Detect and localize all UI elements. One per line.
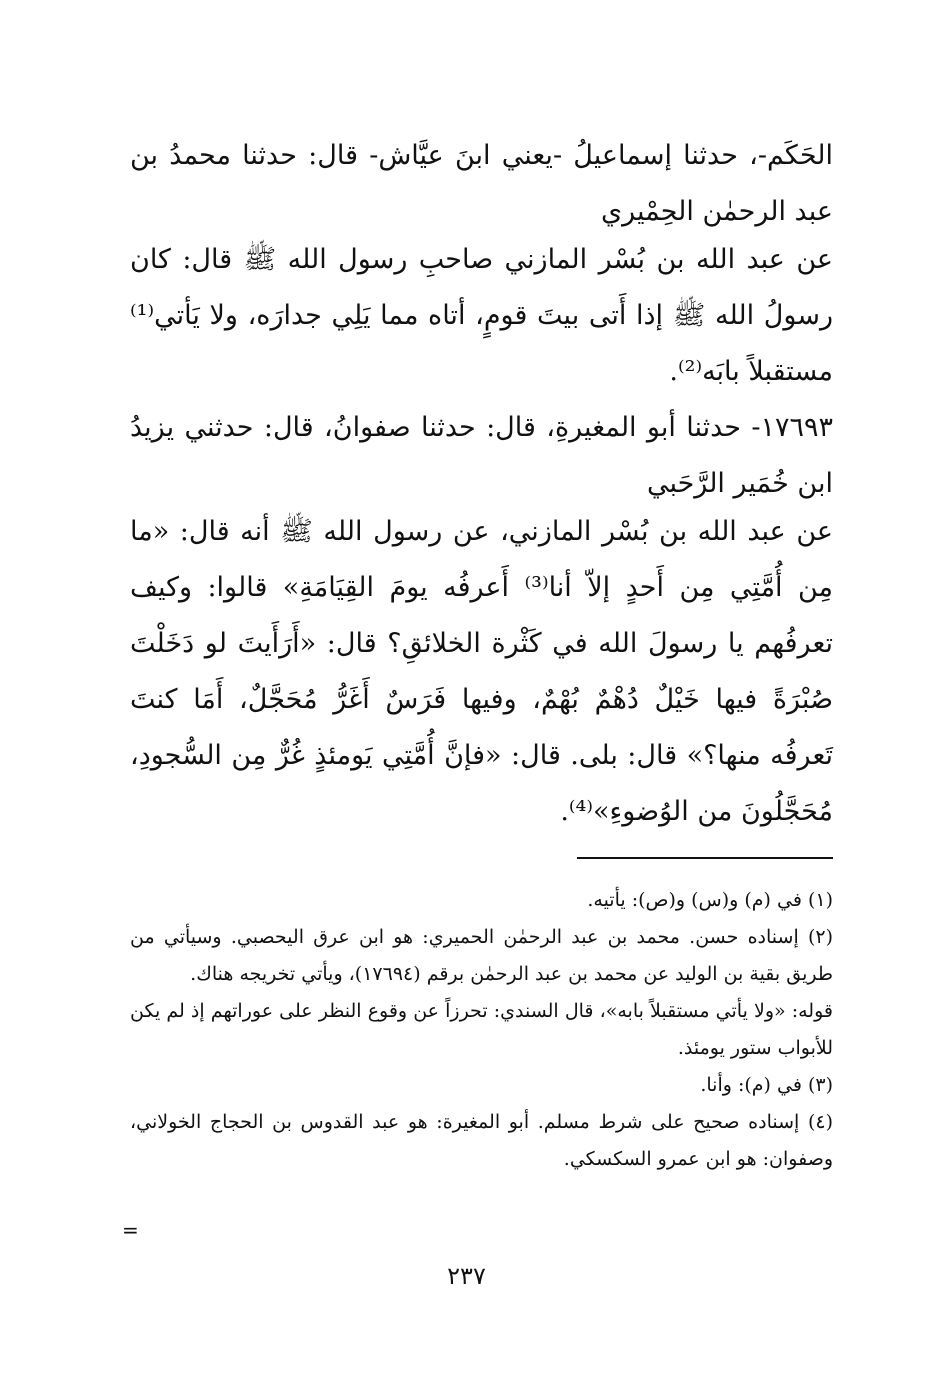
footnote-4: (٤) إسناده صحيح على شرط مسلم. أبو المغيرة: هو عبد القدوس بن الحجاج الخولاني، وصفوان: هو ابن عمرو السكسكي. — [130, 1111, 833, 1170]
main-text-block — [130, 232, 833, 400]
footnote-2-comment: قوله: «ولا يأتي مستقبلاً بابه»، قال السندي: تحرزاً عن وقوع النظر على عوراتهم إذ لم يكن للأبواب ستور يومئذ. — [130, 1000, 833, 1059]
paragraph-chain-continuation: الحَكَم-، حدثنا إسماعيلُ -يعني ابنَ عيَّاش- قال: حدثنا محمدُ بن عبد الرحمٰن الحِمْيري — [130, 140, 833, 227]
footnote-2: (٢) إسناده حسن. محمد بن عبد الرحمٰن الحميري: هو ابن عرق اليحصبي. وسيأتي من طريق بقية بن الوليد عن محمد بن عبد الرحمٰن برقم (١٧٦٩٤)، ويأتي تخريجه هناك. — [130, 926, 833, 985]
main-text-block — [130, 504, 833, 840]
paragraph-hadith-2: عن عبد الله بن بُسْر المازني، عن رسول الله ﷺ أنه قال: «ما مِن أُمَّتِي مِن أَحدٍ إلاّ أنا⁽³⁾ أَعرفُه يومَ القِيَامَةِ» قالوا: وكيف تعرفُهم يا رسولَ الله في كَثْرة الخلائقِ؟ قال: «أَرَأَيتَ لو دَخَلْتَ صُبْرَةً فيها خَيْلٌ دُهْمٌ بُهْمٌ، وفيها فَرَسٌ أَغَرُّ مُحَجَّلٌ، أَمَا كنتَ تَعرفُه منها؟» قال: بلى. قال: «فإنَّ أُمَّتِي يَومئذٍ غُرٌّ مِن السُّجودِ، مُحَجَّلُونَ من الوُضوءِ»⁽⁴⁾. — [130, 516, 834, 827]
page-number: ٢٣٧ — [447, 1262, 486, 1290]
main-text-block — [130, 400, 833, 512]
paragraph-hadith-17693-chain: ١٧٦٩٣- حدثنا أبو المغيرةِ، قال: حدثنا صفوانُ، قال: حدثني يزيدُ ابن خُمَير الرَّحَبي — [130, 412, 833, 499]
footnotes-block — [130, 882, 833, 1178]
footnote-1: (١) في (م) و(س) و(ص): يأتيه. — [587, 889, 833, 911]
footnote-separator — [577, 857, 833, 859]
continuation-mark: = — [122, 1218, 139, 1242]
paragraph-hadith-1: عن عبد الله بن بُسْر المازني صاحبِ رسول الله ﷺ قال: كان رسولُ الله ﷺ إذا أَتى بيتَ قومٍ، أتاه مما يَلِي جدارَه، ولا يَأتي⁽¹⁾ مستقبلاً بابَه⁽²⁾. — [130, 244, 833, 387]
footnote-3: (٣) في (م): وأنا. — [700, 1074, 833, 1096]
main-text-block — [130, 128, 833, 240]
